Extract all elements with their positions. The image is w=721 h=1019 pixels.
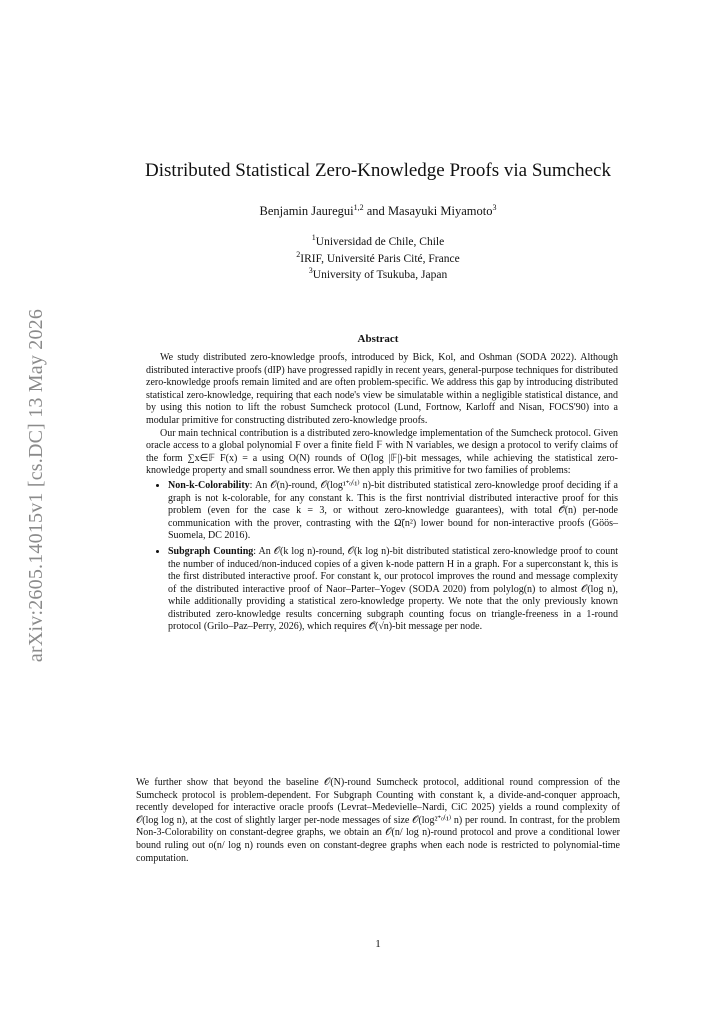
contribution-item xyxy=(168,546,618,634)
affiliation-list xyxy=(136,234,620,284)
arxiv-identifier-text: arXiv:2605.14015v1 [cs.DC] 13 May 2026 xyxy=(25,308,48,662)
contribution-list xyxy=(146,480,618,634)
affiliation-text: University of Tsukuba, Japan xyxy=(312,269,448,281)
abstract-body xyxy=(146,352,618,637)
abstract-paragraph: We study distributed zero-knowledge proofs, introduced by Bick, Kol, and Oshman (SODA 2022). Although distributed interactive proofs (dIP) have progressed rapidly in recent years, general-purpose techniques for distributed zero-knowledge proofs remain limited and are often problem-specific. We address this gap by introducing distributed statistical zero-knowledge, requiring that each node's view be simulatable within a negligible statistical distance, and by using this notion to lift the robust Sumcheck protocol (Lund, Fortnow, Karloff and Nisan, FOCS'90) into a modular primitive for constructing distributed zero-knowledge proofs. xyxy=(146,352,618,426)
paper-title: Distributed Statistical Zero-Knowledge Proofs via Sumcheck xyxy=(145,160,611,181)
affiliation-text: Universidad de Chile, Chile xyxy=(315,236,445,248)
author-name: Benjamin Jauregui xyxy=(259,204,354,218)
affiliation xyxy=(136,267,620,284)
author-affil-mark: 1,2 xyxy=(353,202,364,212)
affiliation-mark: 3 xyxy=(308,266,313,276)
author-name: Masayuki Miyamoto xyxy=(387,204,493,218)
page-number: 1 xyxy=(375,938,381,950)
abstract-heading: Abstract xyxy=(357,333,399,345)
closing-paragraph: We further show that beyond the baseline 𝒪(N)-round Sumcheck protocol, additional round compression of the Sumcheck protocol is problem-dependent. For Subgraph Counting with constant k, a divide-and-conquer approach, recently developed for interactive oracle proofs (Levrat–Medevielle–Nardi, CiC 2025) yields a round complexity of 𝒪(log log n), at the cost of slightly larger per-node messages of size 𝒪(log²⁺ᵒ⁽¹⁾ n) per round. In contrast, for the problem Non-3-Colorability on constant-degree graphs, we obtain an 𝒪(n/ log n)-round protocol and prove a conditional lower bound ruling out o(n/ log n) rounds even on constant-degree graphs when each node is restricted to polynomial-time computation. xyxy=(136,777,620,864)
contribution-heading: Subgraph Counting xyxy=(168,545,254,557)
abstract-paragraph: Our main technical contribution is a distributed zero-knowledge implementation of the Sumcheck protocol. Given oracle access to a global polynomial F over a finite field 𝔽 with N variables, we design a protocol to verify claims of the form ∑x∈𝔽 F(x) = a using O(N) rounds of O(log |𝔽|)-bit messages, while achieving the statistical zero-knowledge property and small soundness error. We then apply this primitive for two families of problems: xyxy=(146,427,618,477)
affiliation-text: IRIF, Université Paris Cité, France xyxy=(300,252,460,265)
contribution-text: : An 𝒪(n)-round, 𝒪(log¹⁺ᵒ⁽¹⁾ n)-bit distributed statistical zero-knowledge proof deciding if a graph is not k-colorable, for any constant k. This is the first nontrivial distributed interactive proof for this problem (even for the case k = 3, or without zero-knowledge guarantees), with total 𝒪̃(n) per-node communication with the prover, contrasting with the Ω̃(n²) lower bound for non-interactive proofs (Göös–Suomela, DC 2016). xyxy=(168,479,618,542)
arxiv-identifier-stamp xyxy=(18,295,56,675)
contribution-text: : An 𝒪(k log n)-round, 𝒪(k log n)-bit distributed statistical zero-knowledge proof to count the number of induced/non-induced copies of a given k-node pattern H in a graph. For a superconstant k, this is the first distributed interactive proof. For constant k, our protocol improves the round and message complexity of the distributed interactive proof of Naor–Parter–Yogev (SODA 2020) from polylog(n) to almost 𝒪(log n), while additionally providing a statistical zero-knowledge property. We note that the only previously known distributed zero-knowledge results concerning subgraph counting focus on triangle-freeness in a 1-round protocol (Grilo–Paz–Perry, 2026), which requires 𝒪̃(√n)-bit message per node. xyxy=(168,545,618,633)
contribution-item xyxy=(168,480,618,543)
affiliation-mark: 1 xyxy=(311,233,316,243)
author-affil-mark: 3 xyxy=(492,202,497,212)
affiliation xyxy=(136,234,620,251)
contribution-heading: Non-k-Colorability xyxy=(168,479,250,491)
affiliation-mark: 2 xyxy=(296,249,301,259)
author-list xyxy=(136,204,620,219)
affiliation xyxy=(136,251,620,268)
author-separator: and xyxy=(363,204,388,218)
